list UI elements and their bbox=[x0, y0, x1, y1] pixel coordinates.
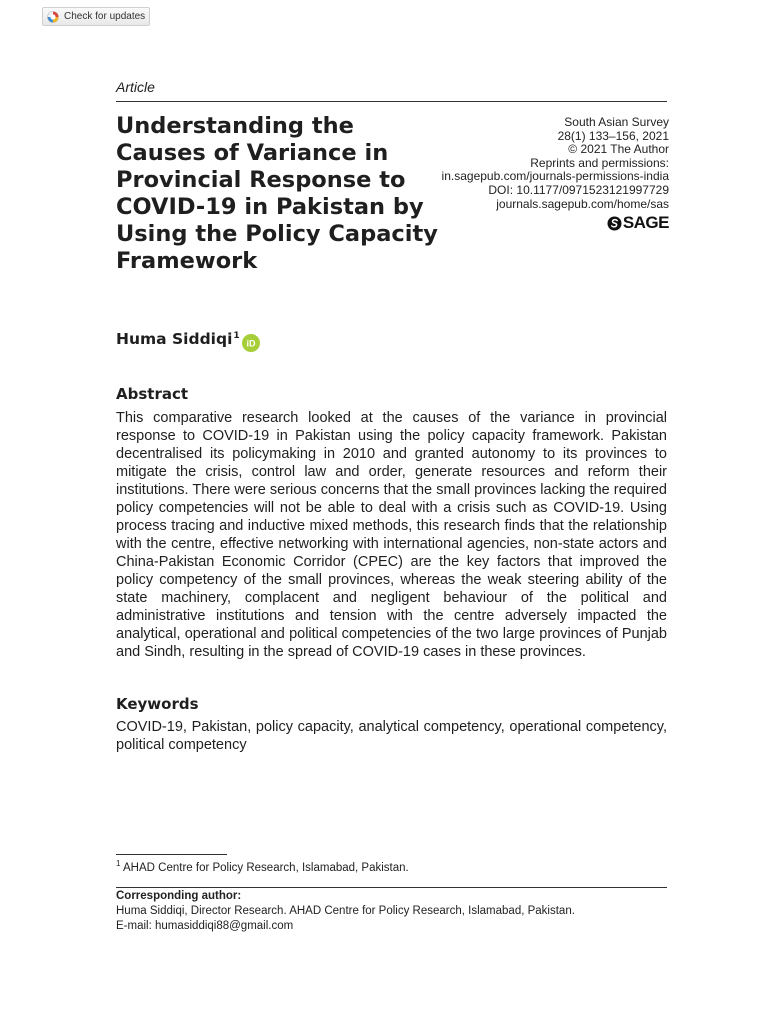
author-line bbox=[116, 330, 260, 352]
crossmark-icon bbox=[47, 11, 59, 23]
footnote-marker: 1 bbox=[116, 859, 121, 868]
journal-info bbox=[442, 116, 669, 211]
footnote-text: AHAD Centre for Policy Research, Islamabad, Pakistan. bbox=[120, 861, 409, 874]
svg-text:iD: iD bbox=[246, 338, 256, 349]
corresponding-author-block bbox=[116, 889, 575, 934]
sage-logo bbox=[607, 213, 669, 233]
reprints-label: Reprints and permissions: bbox=[530, 155, 669, 170]
affiliation-footnote bbox=[116, 859, 409, 874]
article-type-label: Article bbox=[116, 79, 155, 95]
paper-title: Understanding the Causes of Variance in Provincial Response to COVID-19 in Pakistan by Using the Policy Capacity Framework bbox=[116, 113, 438, 274]
abstract-text: This comparative research looked at the causes of the variance in provincial response to COVID-19 in Pakistan using the policy capacity framework. Pakistan decentralised its policymaking in 2010 and granted autonomy to its provinces to mitigate the crisis, control law and order, generate resources and reform their institutions. There were serious concerns that the small provinces lacking the required policy competencies will not be able to deal with a crisis such as COVID-19. Using process tracing and inductive mixed methods, this research finds that the relationship with the centre, effective networking with international agencies, non-state actors and China-Pakistan Economic Corridor (CPEC) are the key factors that improved the policy competency of the small provinces, whereas the weak steering ability of the state machinery, complacent and negligent behaviour of the political and administrative institutions and tension with the centre adversely impacted the analytical, operational and political competencies of the two large provinces of Punjab and Sindh, resulting in the spread of COVID-19 cases in these provinces. bbox=[116, 410, 667, 660]
journal-volume-pages: 28(1) 133–156, 2021 bbox=[557, 128, 669, 143]
journal-name: South Asian Survey bbox=[564, 115, 669, 129]
footnote-rule bbox=[116, 854, 227, 855]
header-rule bbox=[116, 101, 667, 102]
sage-mark-icon bbox=[607, 216, 622, 231]
corresponding-author-email[interactable]: E-mail: humasiddiqi88@gmail.com bbox=[116, 920, 294, 932]
keywords-text: COVID-19, Pakistan, policy capacity, analytical competency, operational competency, political competency bbox=[116, 719, 667, 753]
doi-link[interactable]: DOI: 10.1177/0971523121997729 bbox=[488, 182, 669, 197]
author-name: Huma Siddiqi bbox=[116, 330, 233, 348]
check-for-updates-button[interactable] bbox=[42, 7, 150, 26]
keywords-heading: Keywords bbox=[116, 695, 199, 713]
abstract-heading: Abstract bbox=[116, 385, 189, 403]
corresponding-author-rule bbox=[116, 887, 667, 888]
orcid-icon[interactable] bbox=[242, 334, 260, 352]
journal-homepage-link[interactable]: journals.sagepub.com/home/sas bbox=[496, 196, 669, 211]
corresponding-author-details: Huma Siddiqi, Director Research. AHAD Centre for Policy Research, Islamabad, Pakistan. bbox=[116, 905, 575, 917]
copyright-line: © 2021 The Author bbox=[568, 142, 669, 157]
author-affiliation-marker: 1 bbox=[233, 331, 240, 341]
sage-logo-text: SAGE bbox=[622, 213, 669, 232]
check-for-updates-label: Check for updates bbox=[64, 11, 146, 22]
permissions-link[interactable]: in.sagepub.com/journals-permissions-india bbox=[441, 169, 669, 184]
corresponding-author-heading: Corresponding author: bbox=[116, 890, 242, 902]
